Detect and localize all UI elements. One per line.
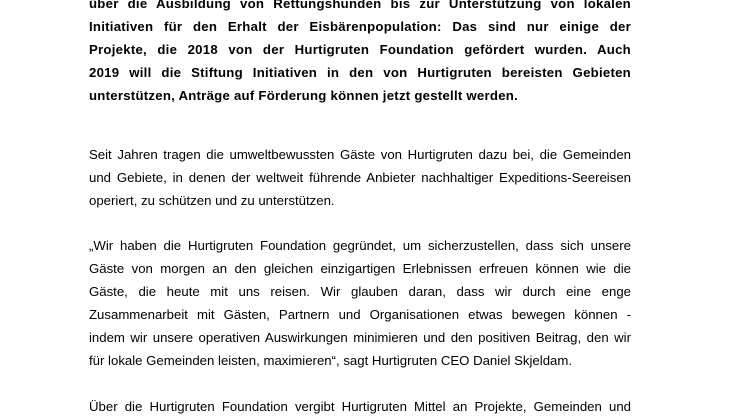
body-line: indem wir unsere operativen Auswirkungen minimieren und den positiven Beitrag, den wir xyxy=(89,330,631,345)
lead-paragraph xyxy=(89,0,631,107)
lead-line: 2019 will die Stiftung Initiativen in den von Hurtigruten bereisten Gebieten xyxy=(89,65,631,80)
body-line: Seit Jahren tragen die umweltbewussten Gäste von Hurtigruten dazu bei, die Gemeinden xyxy=(89,147,631,162)
body-line: und Gebiete, in denen der weltweit führende Anbieter nachhaltiger Expeditions-Seereisen xyxy=(89,170,631,185)
lead-line: Projekte, die 2018 von der Hurtigruten Foundation gefördert wurden. Auch xyxy=(89,42,631,57)
body-line: operiert, zu schützen und zu unterstützen. xyxy=(89,193,335,208)
lead-line: Initiativen für den Erhalt der Eisbärenpopulation: Das sind nur einige der xyxy=(89,19,631,34)
body-line: Gäste von morgen an den gleichen einzigartigen Erlebnissen erfreuen können wie die xyxy=(89,261,631,276)
lead-line: über die Ausbildung von Rettungshunden bis zur Unterstützung von lokalen xyxy=(89,0,631,11)
body-line: für lokale Gemeinden leisten, maximieren“, sagt Hurtigruten CEO Daniel Skjeldam. xyxy=(89,353,573,368)
body-line: Zusammenarbeit mit Gästen, Partnern und Organisationen etwas bewegen können - xyxy=(89,307,631,322)
body-line: „Wir haben die Hurtigruten Foundation gegründet, um sicherzustellen, dass sich unsere xyxy=(89,238,631,253)
lead-line: unterstützen, Anträge auf Förderung können jetzt gestellt werden. xyxy=(89,88,519,103)
body-paragraph xyxy=(89,143,631,212)
body-paragraph xyxy=(89,395,631,418)
body-line: Gäste, die heute mit uns reisen. Wir glauben daran, dass wir durch eine enge xyxy=(89,284,631,299)
body-line: Über die Hurtigruten Foundation vergibt Hurtigruten Mittel an Projekte, Gemeinden und xyxy=(89,399,631,414)
quote-paragraph xyxy=(89,234,631,372)
